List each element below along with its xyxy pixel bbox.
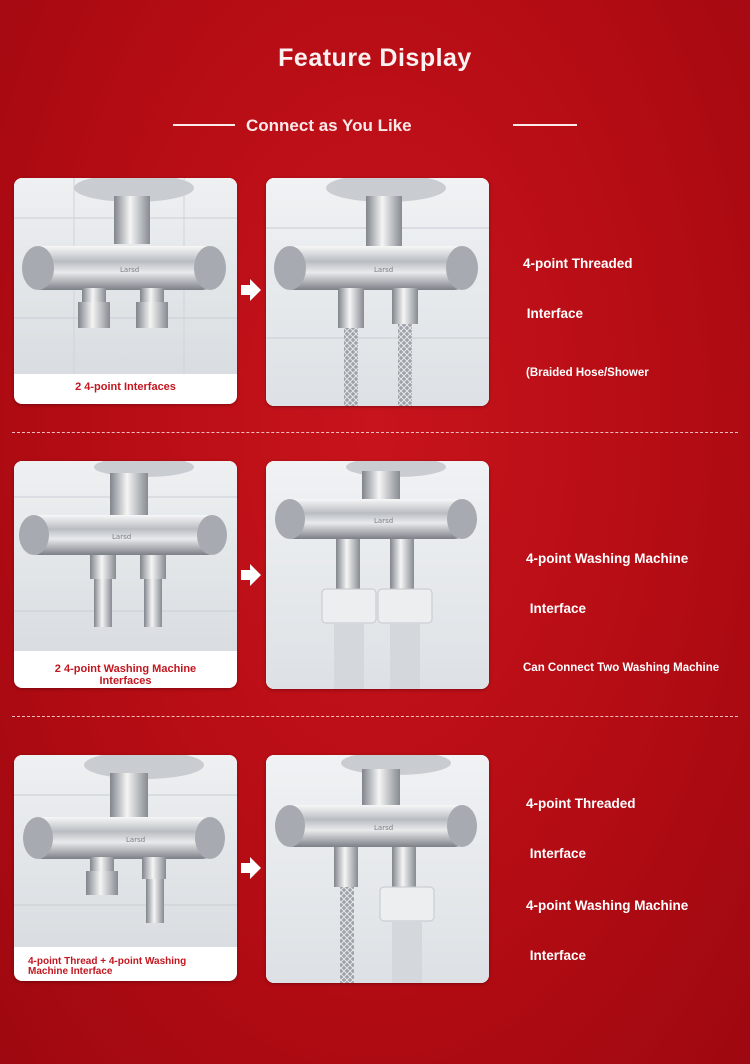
brand-mark: Larsd [374,266,394,274]
card-caption: 2 4-point Washing Machine Interfaces [54,663,197,687]
section-divider [12,432,738,433]
subtitle: Connect as You Like [246,116,412,135]
brand-mark: Larsd [374,517,394,525]
page-title: Feature Display [278,44,472,72]
before-card [14,461,237,688]
after-card [266,755,489,983]
valve-photo-mixed-ports [14,755,237,947]
feature-description [523,761,750,991]
valve-photo-two-washer-hoses [266,461,489,689]
brand-mark: Larsd [126,836,146,844]
feature-description [523,221,750,411]
after-card [266,178,489,406]
valve-photo-two-hoses [266,178,489,406]
after-card [266,461,489,689]
valve-photo-two-threads [14,178,237,374]
valve-photo-hose-and-washer [266,755,489,983]
before-card [14,755,237,981]
arrow-right-icon [241,279,261,301]
desc-line: Interface [526,948,587,963]
desc-line: Interface [526,601,587,616]
before-card [14,178,237,404]
feature-section-2 [0,461,750,689]
subtitle-line-right [513,124,577,126]
card-caption: 2 4-point Interfaces [75,381,176,393]
desc-line: Can Connect Two Washing Machine [523,662,720,674]
desc-line: 4-point Washing Machine [526,898,689,913]
feature-section-1 [0,178,750,406]
feature-section-3 [0,755,750,983]
feature-description [523,516,750,691]
arrow-right-icon [241,857,261,879]
card-caption: 4-point Thread + 4-point Washing Machine Interface [28,956,187,977]
brand-mark: Larsd [120,266,140,274]
subtitle-row [0,112,750,140]
desc-line: 4-point Washing Machine [526,551,689,566]
desc-line: Interface [526,846,587,861]
arrow-right-icon [241,564,261,586]
subtitle-line-left [173,124,235,126]
section-divider [12,716,738,717]
brand-mark: Larsd [112,533,132,541]
valve-photo-two-washer-ports [14,461,237,651]
desc-line: (Braided Hose/Shower [526,367,649,379]
desc-line: Interface [523,306,584,321]
brand-mark: Larsd [374,824,394,832]
desc-line: 4-point Threaded [523,256,633,271]
desc-line: 4-point Threaded [526,796,636,811]
